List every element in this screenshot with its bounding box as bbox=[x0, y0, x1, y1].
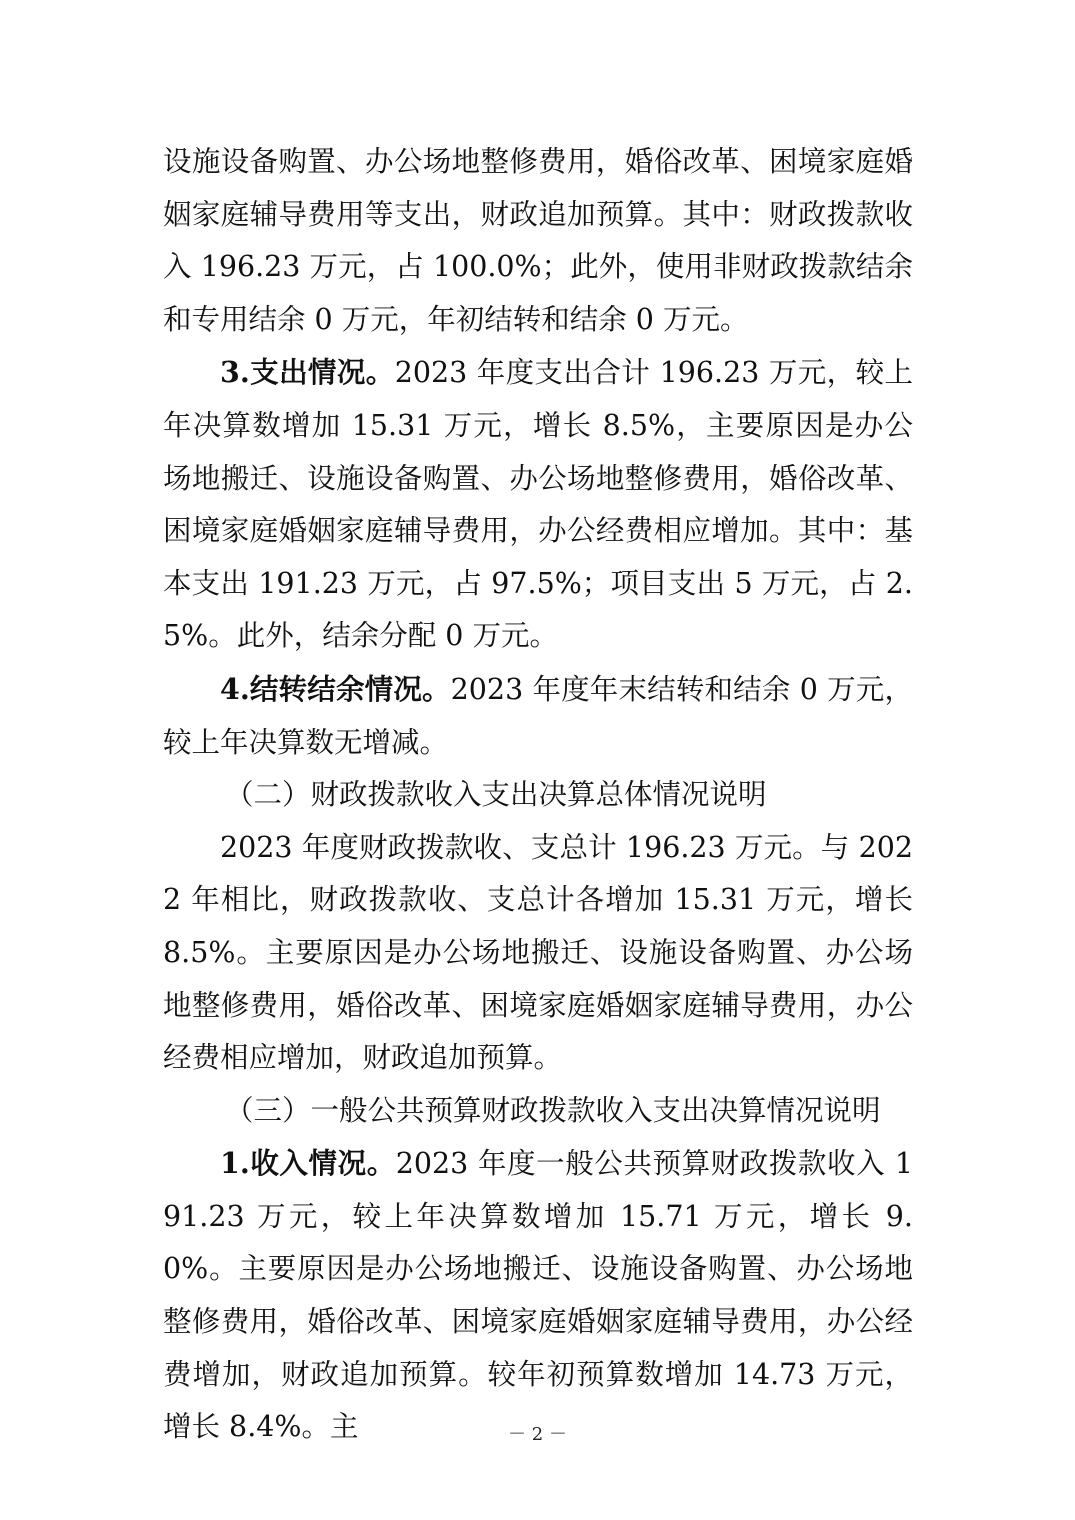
paragraph-text: 2023 年度年末结转和结余 0 万元，较上年决算数无增减。 bbox=[163, 672, 913, 759]
paragraph-text: 2023 年度一般公共预算财政拨款收入 191.23 万元，较上年决算数增加 15.71 万元，增长 9.0%。主要原因是办公场地搬迁、设施设备购置、办公场地整修费用，婚俗改革、困境家庭婚姻家庭辅导费用，办公经费增加，财政追加预算。较年初预算数增加 14.73 万元，增长 8.4%。主 bbox=[163, 1147, 913, 1444]
paragraph-text: 设施设备购置、办公场地整修费用，婚俗改革、困境家庭婚姻家庭辅导费用等支出，财政追加预算。其中：财政拨款收入 196.23 万元，占 100.0%；此外，使用非财政拨款结余和专用结余 0 万元，年初结转和结余 0 万元。 bbox=[163, 145, 913, 336]
paragraph-carryover bbox=[163, 663, 913, 769]
section-lead-carryover: 4.结转结余情况。 bbox=[220, 671, 451, 706]
paragraph-text: 2023 年度支出合计 196.23 万元，较上年决算数增加 15.31 万元，增长 8.5%，主要原因是办公场地搬迁、设施设备购置、办公场地整修费用，婚俗改革、困境家庭婚姻家庭辅导费用，办公经费相应增加。其中：基本支出 191.23 万元，占 97.5%；项目支出 5 万元，占 2.5%。此外，结余分配 0 万元。 bbox=[163, 356, 913, 653]
document-body bbox=[163, 136, 913, 1454]
section-heading-fiscal-overall: （二）财政拨款收入支出决算总体情况说明 bbox=[225, 778, 767, 812]
page-number: － 2 － bbox=[508, 1424, 567, 1445]
paragraph-text: 2023 年度财政拨款收、支总计 196.23 万元。与 2022 年相比，财政拨款收、支总计各增加 15.31 万元，增长 8.5%。主要原因是办公场地搬迁、设施设备购置、办公场地整修费用，婚俗改革、困境家庭婚姻家庭辅导费用，办公经费相应增加，财政追加预算。 bbox=[163, 830, 913, 1075]
section-lead-income: 1.收入情况。 bbox=[220, 1146, 396, 1181]
paragraph-income-continued bbox=[163, 136, 913, 346]
section-lead-expenditure: 3.支出情况。 bbox=[220, 355, 395, 390]
paragraph-fiscal-overall bbox=[163, 822, 913, 1085]
paragraph-general-budget-income bbox=[163, 1137, 913, 1454]
section-heading-general-budget: （三）一般公共预算财政拨款收入支出决算情况说明 bbox=[225, 1093, 881, 1127]
paragraph-expenditure bbox=[163, 346, 913, 663]
